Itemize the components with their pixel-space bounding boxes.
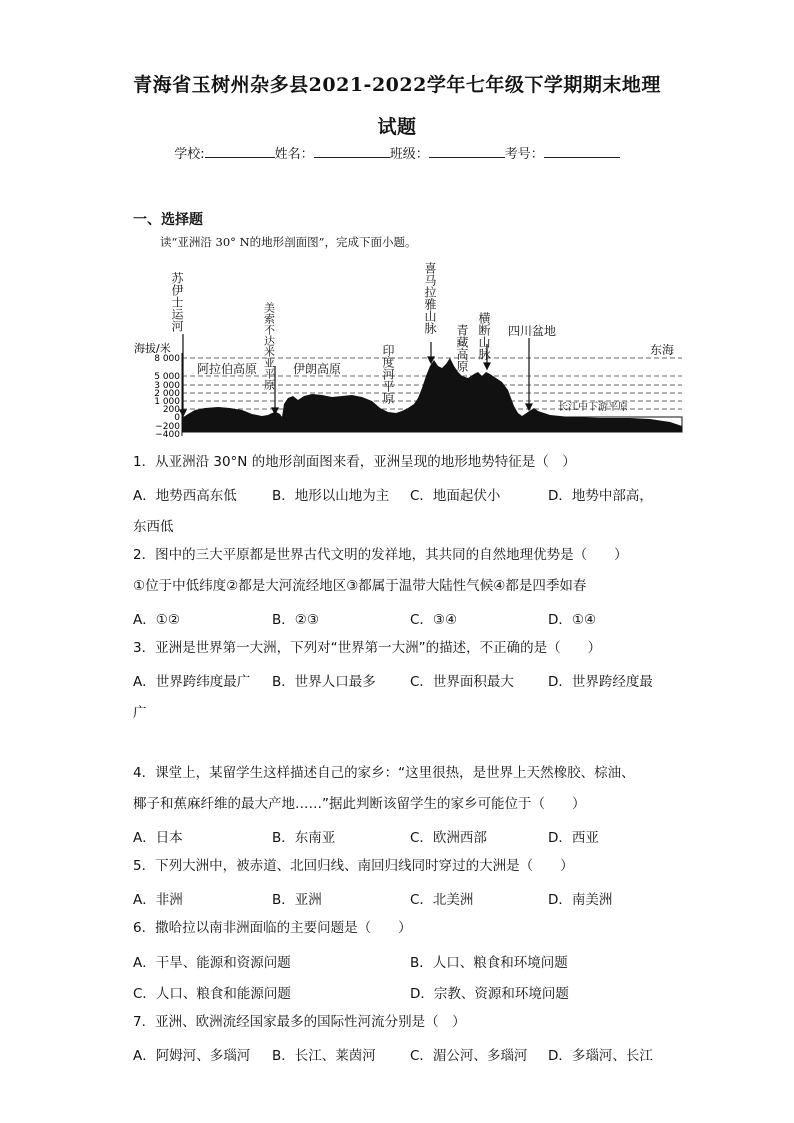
q3-option-a[interactable]: A．世界跨纬度最广	[133, 674, 251, 690]
q3-option-d-cont: 广	[133, 705, 147, 721]
q5-option-a[interactable]: A．非洲	[133, 892, 183, 908]
school-label: 学校:	[174, 147, 205, 162]
school-blank[interactable]	[205, 145, 275, 158]
question-7: 7．亚洲、欧洲流经国家最多的国际性河流分别是（ ）	[133, 1014, 466, 1030]
q6-option-c[interactable]: C．人口、粮食和能源问题	[133, 986, 291, 1002]
name-blank[interactable]	[314, 145, 390, 158]
q1-option-d-cont: 东西低	[133, 519, 174, 535]
q1-option-c[interactable]: C．地面起伏小	[410, 488, 501, 504]
question-4: 4．课堂上，某留学生这样描述自己的家乡：“这里很热，是世界上天然橡胶、棕油、	[133, 765, 635, 781]
label-indus-plain: 印度河平原	[381, 344, 395, 404]
ytick-1000: 1 000	[154, 397, 180, 407]
class-blank[interactable]	[429, 145, 505, 158]
label-tibetan-plateau: 青藏高原	[455, 324, 469, 372]
label-mesopotamian-plain: 美索不达米亚平原	[262, 302, 276, 390]
page-title-line2: 试题	[377, 116, 417, 138]
q7-option-c[interactable]: C．湄公河、多瑙河	[410, 1048, 528, 1064]
ytick-neg400: −400	[155, 430, 180, 440]
class-label: 班级：	[389, 147, 429, 162]
label-arabian-plateau: 阿拉伯高原	[197, 362, 258, 376]
question-2: 2．图中的三大平原都是世界古代文明的发祥地，其共同的自然地理优势是（ ）	[133, 547, 628, 563]
q1-option-b[interactable]: B．地形以山地为主	[272, 488, 390, 504]
question-6: 6．撒哈拉以南非洲面临的主要问题是（ ）	[133, 920, 412, 936]
instruction-text: 读“亚洲沿 30° N的地形剖面图”，完成下面小题。	[160, 235, 417, 249]
terrain-profile-figure	[130, 258, 690, 440]
ytick-5000: 5 000	[154, 372, 180, 382]
question-1: 1．从亚洲沿 30°N 的地形剖面图来看，亚洲呈现的地形地势特征是（ ）	[133, 454, 576, 470]
q6-option-b[interactable]: B．人口、粮食和环境问题	[410, 955, 568, 971]
ytick-0: 0	[174, 413, 180, 423]
page-title: 青海省玉树州杂多县2021-2022学年七年级下学期期末地理	[133, 74, 661, 96]
q2-option-a[interactable]: A．①②	[133, 612, 180, 628]
q4-option-a[interactable]: A．日本	[133, 830, 183, 846]
question-2-statements: ①位于中低纬度②都是大河流经地区③都属于温带大陆性气候④都是四季如春	[133, 578, 587, 594]
label-suez-canal: 苏伊士运河	[170, 272, 184, 332]
ytick-3000: 3 000	[154, 381, 180, 391]
q2-option-c[interactable]: C．③④	[410, 612, 458, 628]
number-blank[interactable]	[544, 145, 620, 158]
question-4-line2: 椰子和蕉麻纤维的最大产地……”据此判断该留学生的家乡可能位于（ ）	[133, 796, 586, 812]
q3-option-d[interactable]: D．世界跨经度最	[548, 674, 653, 690]
q6-option-a[interactable]: A．干旱、能源和资源问题	[133, 955, 291, 971]
label-himalayas: 喜马拉雅山脉	[423, 262, 437, 334]
q5-option-c[interactable]: C．北美洲	[410, 892, 474, 908]
q2-option-b[interactable]: B．②③	[272, 612, 319, 628]
question-3: 3．亚洲是世界第一大洲，下列对“世界第一大洲”的描述，不正确的是（ ）	[133, 640, 602, 656]
question-5: 5．下列大洲中，被赤道、北回归线、南回归线同时穿过的大洲是（ ）	[133, 858, 574, 874]
section-heading: 一、选择题	[133, 212, 203, 228]
label-sichuan-basin: 四川盆地	[508, 324, 557, 338]
ytick-2000: 2 000	[154, 389, 180, 399]
q1-option-a[interactable]: A．地势西高东低	[133, 488, 237, 504]
q5-option-b[interactable]: B．亚洲	[272, 892, 322, 908]
q3-option-b[interactable]: B．世界人口最多	[272, 674, 376, 690]
q7-option-b[interactable]: B．长江、莱茵河	[272, 1048, 376, 1064]
ytick-neg200: −200	[155, 422, 180, 432]
q5-option-d[interactable]: D．南美洲	[548, 892, 613, 908]
label-yangtze-plain: 长江中下游平原	[558, 402, 628, 413]
q3-option-c[interactable]: C．世界面积最大	[410, 674, 514, 690]
q1-option-d[interactable]: D．地势中部高，	[548, 488, 653, 504]
name-label: 姓名：	[274, 147, 314, 162]
q2-option-d[interactable]: D．①④	[548, 612, 597, 628]
q6-option-d[interactable]: D．宗教、资源和环境问题	[410, 986, 569, 1002]
q7-option-d[interactable]: D．多瑙河、长江	[548, 1048, 653, 1064]
label-hengduan-mountains: 横断山脉	[477, 312, 491, 360]
number-label: 考号：	[504, 147, 544, 162]
q4-option-b[interactable]: B．东南亚	[272, 830, 336, 846]
ytick-200: 200	[162, 405, 180, 415]
y-axis-label: 海拔/米	[134, 342, 171, 355]
label-iranian-plateau: 伊朗高原	[293, 362, 342, 376]
label-east-sea: 东海	[650, 343, 675, 357]
q4-option-c[interactable]: C．欧洲西部	[410, 830, 487, 846]
q4-option-d[interactable]: D．西亚	[548, 830, 599, 846]
q7-option-a[interactable]: A．阿姆河、多瑙河	[133, 1048, 251, 1064]
ytick-8000: 8 000	[154, 354, 180, 364]
student-info-line	[0, 143, 794, 162]
